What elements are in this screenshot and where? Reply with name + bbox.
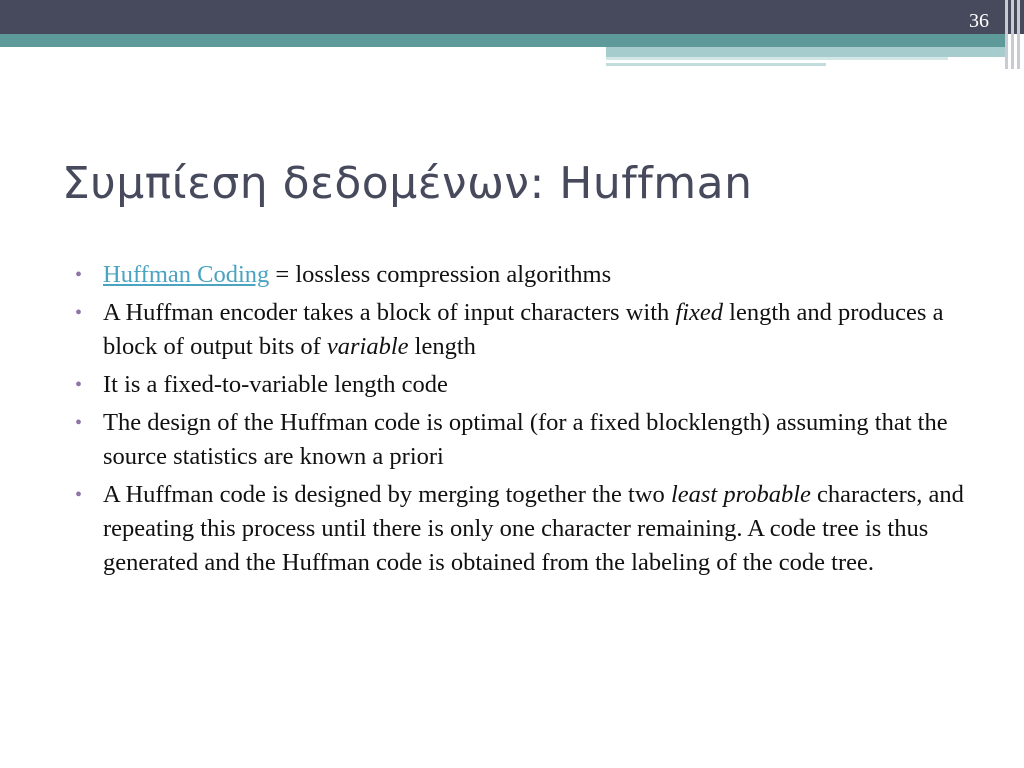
list-item <box>75 258 965 292</box>
list-item <box>75 296 965 364</box>
bullet-text: length and produces a block of output bits of <box>103 299 944 360</box>
bullet-icon: • <box>75 264 83 286</box>
header-edge-stripe <box>1005 0 1008 69</box>
bullet-text: length <box>408 333 476 360</box>
header-edge-stripe <box>1011 0 1014 69</box>
list-item <box>75 406 965 474</box>
list-item <box>75 478 965 580</box>
bullet-text: The design of the Huffman code is optimal (for a fixed blocklength) assuming that the source statistics are known a priori <box>103 409 948 470</box>
bullet-text: A Huffman code is designed by merging together the two <box>103 481 671 508</box>
emphasis-text: variable <box>326 333 409 360</box>
bullet-text: A Huffman encoder takes a block of input characters with <box>103 299 676 326</box>
list-item <box>75 368 965 402</box>
header-edge-stripe <box>1017 0 1020 69</box>
header-accent-band-light <box>606 47 1005 57</box>
emphasis-text: least probable <box>670 481 811 508</box>
bullet-icon: • <box>75 302 83 324</box>
bullet-icon: • <box>75 412 83 434</box>
slide-number: 36 <box>969 10 989 32</box>
bullet-icon: • <box>75 374 83 396</box>
bullet-list <box>75 258 965 584</box>
bullet-icon: • <box>75 484 83 506</box>
huffman-coding-link[interactable]: Huffman Coding <box>103 261 270 288</box>
header-accent-line <box>606 57 948 60</box>
header-bar <box>0 0 1024 34</box>
bullet-text: = lossless compression algorithms <box>269 261 612 288</box>
header-accent-band <box>0 34 1005 47</box>
header-accent-line-lower <box>606 63 826 66</box>
slide-title: Συμπίεση δεδομένων: Huffman <box>62 158 753 209</box>
emphasis-text: fixed <box>675 299 724 326</box>
bullet-text: It is a fixed-to-variable length code <box>103 371 448 398</box>
bullet-text: characters, and repeating this process until there is only one character remaining. A code tree is thus generated and the Huffman code is obtained from the labeling of the code tree. <box>103 481 964 576</box>
